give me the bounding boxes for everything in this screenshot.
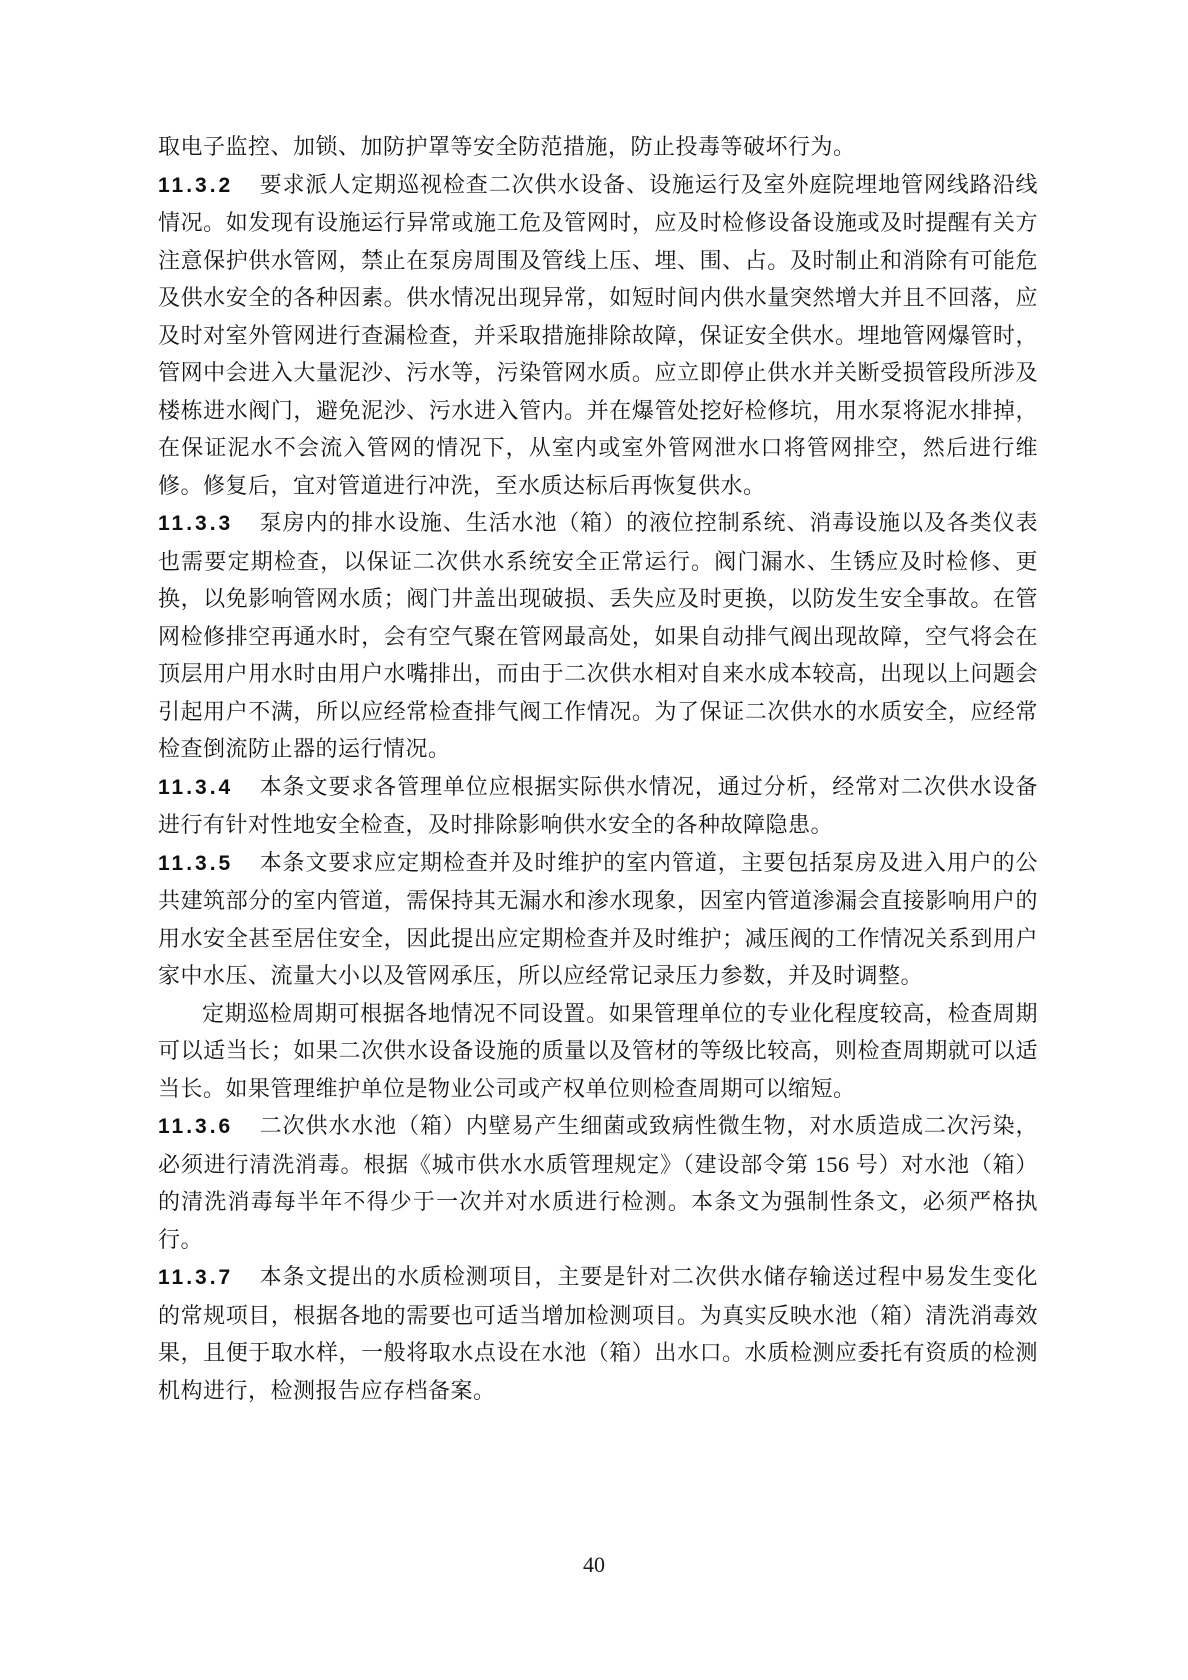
clause-11-3-3 [158,504,1038,768]
paragraph-inspection-cycle [158,995,1038,1108]
clause-text: 本条文要求应定期检查并及时维护的室内管道，主要包括泵房及进入用户的公共建筑部分的室内管道，需保持其无漏水和渗水现象，因室内管道渗漏会直接影响用户的用水安全甚至居住安全，因此提出应定期检查并及时维护；减压阀的工作情况关系到用户家中水压、流量大小以及管网承压，所以应经常记录压力参数，并及时调整。 [158,849,1038,988]
clause-text: 泵房内的排水设施、生活水池（箱）的液位控制系统、消毒设施以及各类仪表也需要定期检查，以保证二次供水系统安全正常运行。阀门漏水、生锈应及时检修、更换，以免影响管网水质；阀门井盖出现破损、丢失应及时更换，以防发生安全事故。在管网检修排空再通水时，会有空气聚在管网最高处，如果自动排气阀出现故障，空气将会在顶层用户用水时由用户水嘴排出，而由于二次供水相对自来水成本较高，出现以上问题会引起用户不满，所以应经常检查排气阀工作情况。为了保证二次供水的水质安全，应经常检查倒流防止器的运行情况。 [158,510,1038,761]
clause-text: 本条文要求各管理单位应根据实际供水情况，通过分析，经常对二次供水设备进行有针对性地安全检查，及时排除影响供水安全的各种故障隐患。 [158,773,1038,837]
clause-11-3-2 [158,166,1038,505]
paragraph-continuation [158,128,1038,166]
clause-text: 要求派人定期巡视检查二次供水设备、设施运行及室外庭院埋地管网线路沿线情况。如发现有设施运行异常或施工危及管网时，应及时检修设备设施或及时提醒有关方注意保护供水管网，禁止在泵房周围及管线上压、埋、围、占。及时制止和消除有可能危及供水安全的各种因素。供水情况出现异常，如短时间内供水量突然增大并且不回落，应及时对室外管网进行查漏检查，并采取措施排除故障，保证安全供水。埋地管网爆管时，管网中会进入大量泥沙、污水等，污染管网水质。应立即停止供水并关断受损管段所涉及楼栋进水阀门，避免泥沙、污水进入管内。并在爆管处挖好检修坑，用水泵将泥水排掉，在保证泥水不会流入管网的情况下，从室内或室外管网泄水口将管网排空，然后进行维修。修复后，宜对管道进行冲洗，至水质达标后再恢复供水。 [158,171,1038,498]
clause-number: 11.3.2 [158,173,234,197]
clause-11-3-5 [158,844,1038,995]
clause-text: 本条文提出的水质检测项目，主要是针对二次供水储存输送过程中易发生变化的常规项目，根据各地的需要也可适当增加检测项目。为真实反映水池（箱）清洗消毒效果，且便于取水样，一般将取水点设在水池（箱）出水口。水质检测应委托有资质的检测机构进行，检测报告应存档备案。 [158,1264,1038,1403]
paragraph-text: 定期巡检周期可根据各地情况不同设置。如果管理单位的专业化程度较高，检查周期可以适当长；如果二次供水设备设施的质量以及管材的等级比较高，则检查周期就可以适当长。如果管理维护单位是物业公司或产权单位则检查周期可以缩短。 [158,1000,1038,1101]
clause-number: 11.3.5 [158,851,234,875]
clause-text: 二次供水水池（箱）内壁易产生细菌或致病性微生物，对水质造成二次污染，必须进行清洗消毒。根据《城市供水水质管理规定》（建设部令第 156 号）对水池（箱）的清洗消毒每半年不得少于一次并对水质进行检测。本条文为强制性条文，必须严格执行。 [158,1113,1038,1252]
paragraph-text: 取电子监控、加锁、加防护罩等安全防范措施，防止投毒等破坏行为。 [158,134,856,159]
document-body [158,128,1038,1409]
clause-11-3-7 [158,1258,1038,1409]
clause-11-3-6 [158,1107,1038,1258]
page-footer [0,1552,1188,1578]
clause-number: 11.3.3 [158,512,234,535]
clause-number: 11.3.4 [158,775,234,799]
clause-number: 11.3.7 [158,1266,234,1289]
page-number: 40 [583,1552,605,1577]
clause-number: 11.3.6 [158,1115,234,1138]
clause-11-3-4 [158,768,1038,844]
